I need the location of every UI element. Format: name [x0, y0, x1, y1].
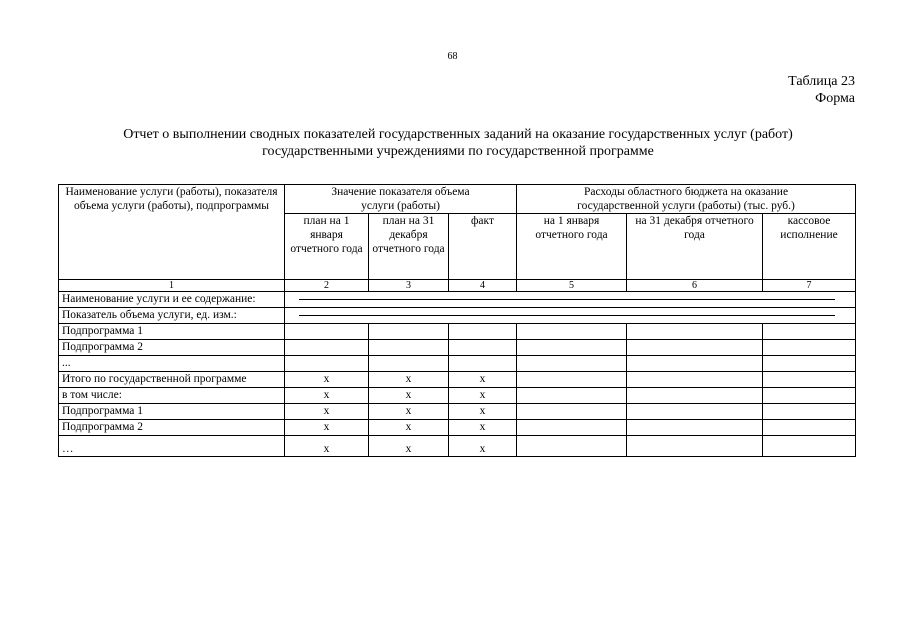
row-label: ...: [59, 356, 285, 372]
x-mark: x: [285, 388, 369, 404]
cell: [627, 356, 763, 372]
table-row: [59, 372, 856, 388]
row-label: Наименование услуги и ее содержание:: [59, 292, 285, 308]
row-label: Подпрограмма 2: [59, 340, 285, 356]
row-label: Подпрограмма 1: [59, 404, 285, 420]
cell: [763, 372, 856, 388]
cell: [627, 404, 763, 420]
table-row: [59, 420, 856, 436]
header-expenses-group: Расходы областного бюджета на оказание государственной услуги (работы) (тыс. руб.): [517, 185, 856, 214]
report-title-line-1: Отчет о выполнении сводных показателей государственных заданий на оказание государственных услуг (работ): [123, 127, 793, 142]
cell: [449, 356, 517, 372]
x-mark: x: [449, 420, 517, 436]
x-mark: x: [369, 436, 449, 457]
x-mark: x: [449, 372, 517, 388]
row-label: …: [59, 436, 285, 457]
col-number: 1: [59, 280, 285, 292]
table-label: [788, 73, 855, 107]
cell: [763, 388, 856, 404]
cell: [517, 388, 627, 404]
table-row: [59, 404, 856, 420]
cell: [627, 436, 763, 457]
cell: [517, 404, 627, 420]
x-mark: x: [369, 388, 449, 404]
service-name-entry: [285, 292, 856, 308]
header-plan-dec: план на 31 декабря отчетного года: [369, 214, 449, 280]
cell: [285, 324, 369, 340]
x-mark: x: [449, 404, 517, 420]
header-exp-jan: на 1 января отчетного года: [517, 214, 627, 280]
cell: [763, 356, 856, 372]
x-mark: x: [449, 436, 517, 457]
x-mark: x: [369, 372, 449, 388]
col-number: 2: [285, 280, 369, 292]
cell: [763, 340, 856, 356]
cell: [517, 356, 627, 372]
row-label: Показатель объема услуги, ед. изм.:: [59, 308, 285, 324]
report-title: [60, 126, 856, 160]
report-table: [58, 184, 856, 457]
table-row: [59, 324, 856, 340]
header-name-cell: Наименование услуги (работы), показателя объема услуги (работы), подпрограммы: [59, 185, 285, 280]
cell: [517, 324, 627, 340]
x-mark: x: [369, 404, 449, 420]
row-label: в том числе:: [59, 388, 285, 404]
cell: [763, 404, 856, 420]
x-mark: x: [285, 420, 369, 436]
cell: [369, 340, 449, 356]
col-number: 3: [369, 280, 449, 292]
x-mark: x: [285, 404, 369, 420]
row-label: Подпрограмма 2: [59, 420, 285, 436]
cell: [763, 420, 856, 436]
cell: [517, 340, 627, 356]
cell: [763, 324, 856, 340]
table-row: [59, 308, 856, 324]
table-row: [59, 436, 856, 457]
cell: [517, 420, 627, 436]
cell: [369, 356, 449, 372]
cell: [627, 340, 763, 356]
column-number-row: [59, 280, 856, 292]
table-row: [59, 388, 856, 404]
volume-indicator-entry: [285, 308, 856, 324]
header-fact: факт: [449, 214, 517, 280]
cell: [627, 372, 763, 388]
col-number: 4: [449, 280, 517, 292]
x-mark: x: [285, 436, 369, 457]
header-volume-group: Значение показателя объема услуги (работы): [285, 185, 517, 214]
col-number: 5: [517, 280, 627, 292]
cell: [449, 324, 517, 340]
x-mark: x: [285, 372, 369, 388]
table-row: [59, 356, 856, 372]
entry-line: [299, 315, 835, 316]
cell: [285, 340, 369, 356]
row-label: Подпрограмма 1: [59, 324, 285, 340]
page-number: 68: [447, 51, 458, 62]
table-row: [59, 340, 856, 356]
cell: [627, 420, 763, 436]
x-mark: x: [369, 420, 449, 436]
x-mark: x: [449, 388, 517, 404]
col-number: 7: [763, 280, 856, 292]
table-number: Таблица 23: [788, 74, 855, 89]
form-label: Форма: [815, 91, 855, 106]
entry-line: [299, 299, 835, 300]
cell: [517, 372, 627, 388]
report-title-line-2: государственными учреждениями по государственной программе: [262, 144, 654, 159]
table-row: [59, 292, 856, 308]
header-exp-dec: на 31 декабря отчетного года: [627, 214, 763, 280]
cell: [627, 324, 763, 340]
cell: [449, 340, 517, 356]
cell: [369, 324, 449, 340]
header-row-1: [59, 185, 856, 214]
cell: [627, 388, 763, 404]
header-cash: кассовое исполнение: [763, 214, 856, 280]
header-plan-jan: план на 1 января отчетного года: [285, 214, 369, 280]
cell: [285, 356, 369, 372]
cell: [763, 436, 856, 457]
row-label: Итого по государственной программе: [59, 372, 285, 388]
col-number: 6: [627, 280, 763, 292]
cell: [517, 436, 627, 457]
